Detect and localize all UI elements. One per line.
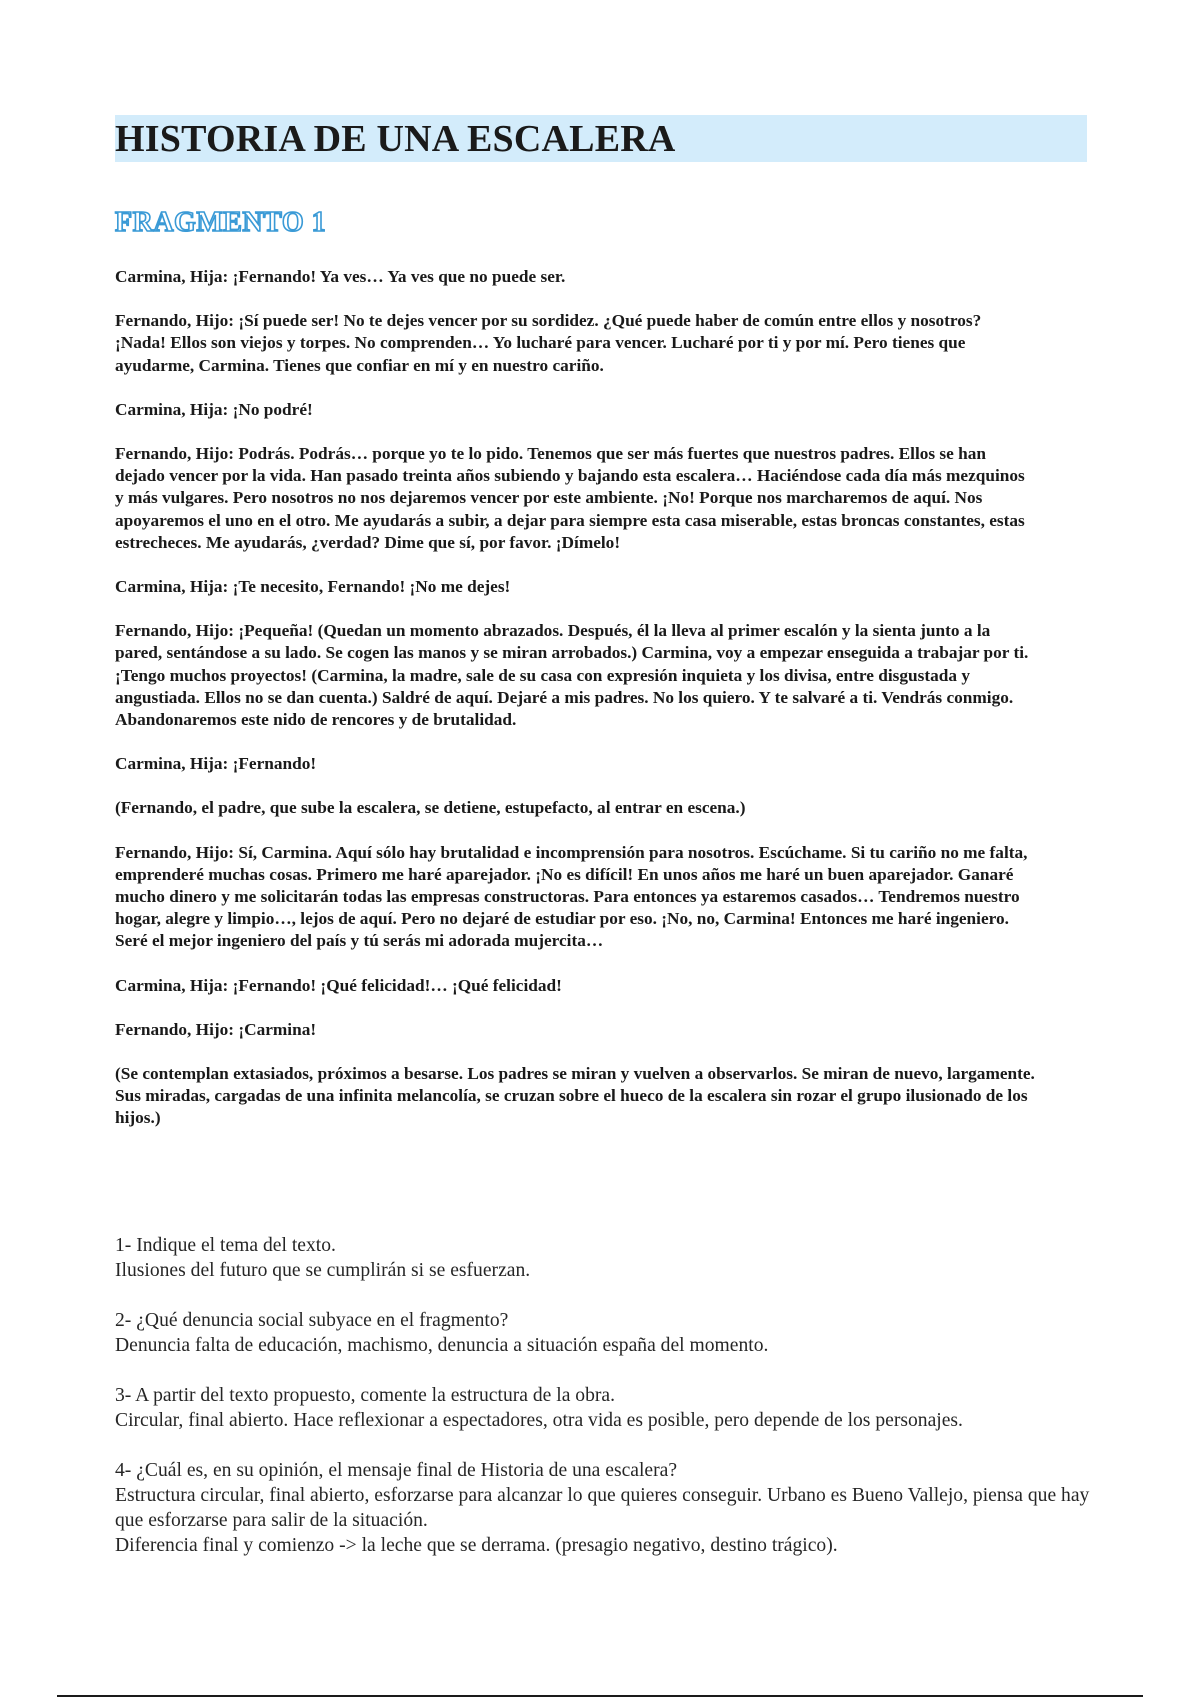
answer-text: Denuncia falta de educación, machismo, denuncia a situación españa del momento. bbox=[115, 1335, 769, 1356]
answer-text: Circular, final abierto. Hace reflexionar a espectadores, otra vida es posible, pero depende de los personajes. bbox=[115, 1410, 963, 1431]
dialogue-section bbox=[115, 266, 1035, 1152]
answer-text: Estructura circular, final abierto, esforzarse para alcanzar lo que quieres conseguir. Urbano es Bueno Vallejo, piensa que hay que esforzarse para salir de la situación. bbox=[115, 1485, 1090, 1531]
stage-direction: (Fernando, el padre, que sube la escalera, se detiene, estupefacto, al entrar en escena.) bbox=[115, 798, 746, 818]
stage-direction: (Se contemplan extasiados, próximos a besarse. Los padres se miran y vuelven a observarlos. Se miran de nuevo, largamente. Sus miradas, cargadas de una infinita melancolía, se cruzan sobre el hueco de la escalera sin rozar el grupo ilusionado de los hijos.) bbox=[115, 1064, 1035, 1128]
dialogue-line: Fernando, Hijo: ¡Sí puede ser! No te dejes vencer por su sordidez. ¿Qué puede haber de común entre ellos y nosotros? ¡Nada! Ellos son viejos y torpes. No comprenden… Yo lucharé para vencer. Lucharé por ti y por mí. Pero tienes que ayudarme, Carmina. Tienes que confiar en mí y en nuestro cariño. bbox=[115, 311, 982, 375]
question-block-1 bbox=[115, 1233, 1105, 1283]
footer-divider bbox=[57, 1695, 1143, 1697]
dialogue-line: Carmina, Hija: ¡Fernando! Ya ves… Ya ves que no puede ser. bbox=[115, 267, 566, 286]
question-block-2 bbox=[115, 1308, 1105, 1358]
dialogue-line: Fernando, Hijo: ¡Pequeña! (Quedan un momento abrazados. Después, él la lleva al primer escalón y la sienta junto a la pared, sentándose a su lado. Se cogen las manos y se miran arrobados.) Carmina, voy a empezar enseguida a trabajar por ti. ¡Tengo muchos proyectos! (Carmina, la madre, sale de su casa con expresión inquieta y los divisa, entre disgustada y angustiada. Ellos no se dan cuenta.) Saldré de aquí. Dejaré a mis padres. No los quiero. Y te salvaré a ti. Vendrás conmigo. Abandonaremos este nido de rencores y de brutalidad. bbox=[115, 621, 1029, 730]
document-title: HISTORIA DE UNA ESCALERA bbox=[115, 118, 676, 160]
fragment-heading: FRAGMENTO 1 bbox=[115, 207, 327, 238]
question-block-3 bbox=[115, 1383, 1105, 1433]
question-text: 3- A partir del texto propuesto, comente la estructura de la obra. bbox=[115, 1385, 616, 1406]
answer-text: Diferencia final y comienzo -> la leche que se derrama. (presagio negativo, destino trágico). bbox=[115, 1535, 838, 1556]
dialogue-line: Fernando, Hijo: ¡Carmina! bbox=[115, 1019, 317, 1039]
answer-text: Ilusiones del futuro que se cumplirán si se esfuerzan. bbox=[115, 1260, 531, 1281]
dialogue-line: Carmina, Hija: ¡No podré! bbox=[115, 399, 313, 419]
question-block-4 bbox=[115, 1458, 1105, 1558]
questions-section bbox=[115, 1233, 1105, 1583]
dialogue-line: Fernando, Hijo: Podrás. Podrás… porque yo te lo pido. Tenemos que ser más fuertes que nuestros padres. Ellos se han dejado vencer por la vida. Han pasado treinta años subiendo y bajando esta escalera… Haciéndose cada día más mezquinos y más vulgares. Pero nosotros no nos dejaremos vencer por este ambiente. ¡No! Porque nos marcharemos de aquí. Nos apoyaremos el uno en el otro. Me ayudarás a subir, a dejar para siempre esta casa miserable, estas broncas constantes, estas estrecheces. Me ayudarás, ¿verdad? Dime que sí, por favor. ¡Dímelo! bbox=[115, 444, 1025, 552]
dialogue-line: Carmina, Hija: ¡Fernando! bbox=[115, 754, 317, 774]
question-text: 1- Indique el tema del texto. bbox=[115, 1235, 336, 1256]
dialogue-line: Fernando, Hijo: Sí, Carmina. Aquí sólo hay brutalidad e incomprensión para nosotros. Escúchame. Si tu cariño no me falta, emprenderé muchas cosas. Primero me haré aparejador. ¡No es difícil! En unos años me haré un buen aparejador. Ganaré mucho dinero y me solicitarán todas las empresas constructoras. Para entonces ya estaremos casados… Tendremos nuestro hogar, alegre y limpio…, lejos de aquí. Pero no dejaré de estudiar por eso. ¡No, no, Carmina! Entonces me haré ingeniero. Seré el mejor ingeniero del país y tú serás mi adorada mujercita… bbox=[115, 842, 1028, 951]
dialogue-line: Carmina, Hija: ¡Te necesito, Fernando! ¡No me dejes! bbox=[115, 577, 511, 597]
question-text: 2- ¿Qué denuncia social subyace en el fragmento? bbox=[115, 1310, 509, 1331]
dialogue-line: Carmina, Hija: ¡Fernando! ¡Qué felicidad!… ¡Qué felicidad! bbox=[115, 975, 562, 995]
question-text: 4- ¿Cuál es, en su opinión, el mensaje final de Historia de una escalera? bbox=[115, 1460, 678, 1481]
